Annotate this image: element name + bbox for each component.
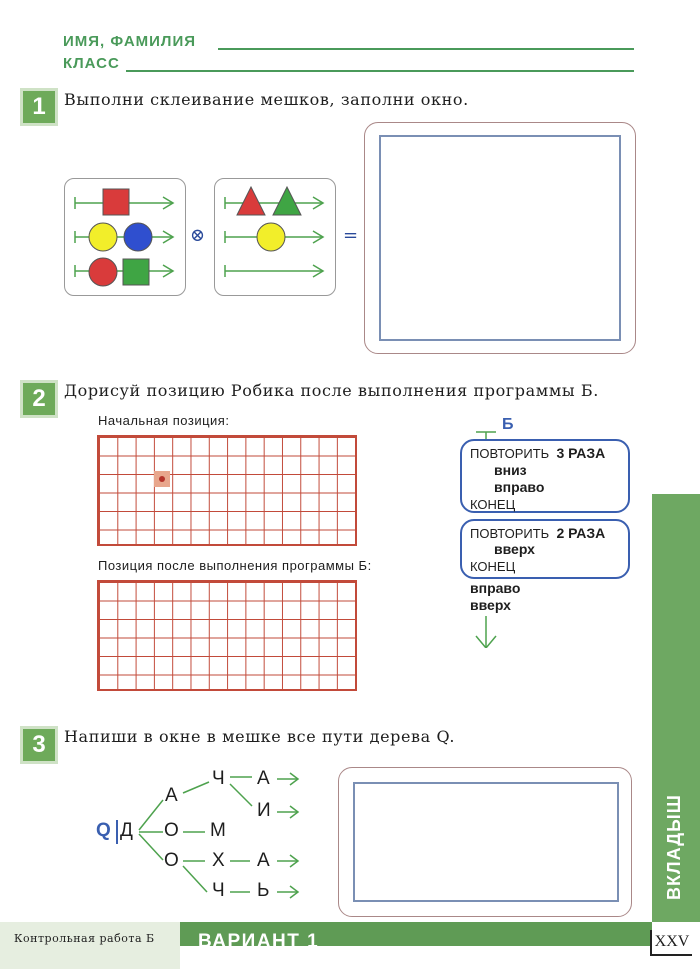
start-position-caption: Начальная позиция: [98,413,230,428]
footer-left-panel [0,922,180,969]
tree-node-ch-bottom: Ч [212,880,225,901]
loop-1-cmd-down: вниз [494,462,527,478]
cmd-up: вверх [470,597,511,613]
footer-title: Контрольная работа Б [14,932,155,945]
green-square-shape [123,259,149,285]
answer-box-1[interactable] [379,135,621,341]
task-3-number: 3 [20,726,58,764]
loop-2-head [470,525,605,542]
green-triangle-shape [273,187,301,215]
class-label: КЛАСС [63,55,120,72]
tree-node-h: Х [212,850,225,871]
task-1-text: Выполни склеивание мешков, заполни окно. [64,90,469,109]
bag-right [214,178,336,296]
task-2-number: 2 [20,380,58,418]
start-grid [97,435,357,546]
task-3-text: Напиши в окне в мешке все пути дерева Q. [64,727,456,746]
tree-node-d: Д [120,820,133,841]
class-line[interactable] [126,70,634,72]
task-1-number: 1 [20,88,58,126]
loop-1-keyword: ПОВТОРИТЬ [470,446,550,461]
loop-2-end: КОНЕЦ [470,559,516,574]
tree-root-q: Q [96,820,111,841]
tree-leaf-soft-sign: Ь [257,880,270,901]
bag-left [64,178,186,296]
robik-cell [154,471,170,487]
loop-1-cmd-right: вправо [494,479,545,495]
answer-window-1 [364,122,636,354]
yellow-circle-shape [257,223,285,251]
yellow-circle-shape [89,223,117,251]
cmd-right: вправо [470,580,521,596]
equals-sign: = [343,225,359,246]
loop-2-cmd-up: вверх [494,541,535,557]
answer-box-3[interactable] [353,782,619,902]
red-circle-shape [89,258,117,286]
tree-leaf-a-bottom: А [257,850,270,871]
tree-node-ch-top: Ч [212,768,225,789]
name-label: ИМЯ, ФАМИЛИЯ [63,33,197,50]
page-number: XXV [650,930,692,956]
loop-1-end: КОНЕЦ [470,497,516,512]
after-position-caption: Позиция после выполнения программы Б: [98,558,372,573]
robik-dot [159,476,165,482]
name-line[interactable] [218,48,634,50]
answer-grid[interactable] [97,580,357,691]
blue-circle-shape [124,223,152,251]
loop-2-count: 2 РАЗА [556,525,606,541]
program-name: Б [502,416,514,433]
task-2-text: Дорисуй позицию Робика после выполнения программы Б. [64,381,599,400]
glue-operator: ⊗ [190,225,206,246]
loop-1-head [470,445,605,462]
side-tab-label: ВКЛАДЫШ [664,794,684,900]
variant-label: ВАРИАНТ 1 [198,931,320,952]
bag-left-contents [65,179,185,295]
loop-1-count: 3 РАЗА [556,445,606,461]
red-square-shape [103,189,129,215]
tree-node-m: М [210,820,226,841]
tree-leaf-a-top: А [257,768,270,789]
loop-2-keyword: ПОВТОРИТЬ [470,526,550,541]
red-triangle-shape [237,187,265,215]
bag-right-contents [215,179,335,295]
tree-node-a: А [165,785,178,806]
answer-window-3 [338,767,632,917]
tree-node-o-middle: О [164,820,179,841]
tree-leaf-i: И [257,800,271,821]
tree-node-o-lower: О [164,850,179,871]
